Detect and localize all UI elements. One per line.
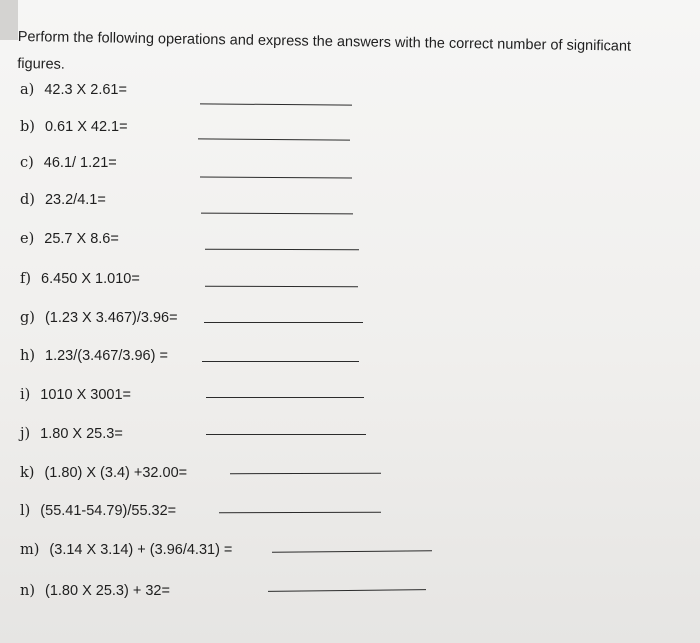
problem-expression: 1.23/(3.467/3.96) = [45, 348, 168, 364]
problem-letter: n) [20, 583, 35, 599]
problem-letter: i) [20, 387, 31, 403]
answer-blank-j[interactable] [206, 434, 366, 435]
problem-expression: 25.7 X 8.6= [44, 231, 119, 247]
answer-blank-g[interactable] [204, 322, 363, 323]
problem-j [20, 423, 123, 445]
problem-n [20, 580, 170, 602]
problem-letter: j) [20, 426, 31, 442]
problem-letter: d) [20, 192, 35, 208]
answer-blank-b[interactable] [198, 138, 350, 140]
problem-expression: 46.1/ 1.21= [43, 155, 117, 171]
problem-f [20, 268, 140, 290]
instructions-line-2: figures. [17, 55, 66, 73]
problem-letter: f) [20, 271, 32, 287]
answer-blank-h[interactable] [202, 361, 359, 362]
problem-a [20, 79, 127, 101]
problem-letter: m) [20, 542, 40, 558]
answer-blank-m[interactable] [272, 550, 432, 552]
problem-d [20, 189, 106, 211]
problem-expression: 0.61 X 42.1= [44, 119, 128, 135]
answer-blank-k[interactable] [230, 473, 381, 475]
instructions-line-1: Perform the following operations and express the answers with the correct number of significant [17, 28, 632, 55]
problem-l [20, 500, 176, 522]
problem-expression: 1010 X 3001= [40, 387, 132, 403]
problem-letter: e) [20, 231, 35, 247]
problem-b [20, 116, 128, 138]
problem-expression: (55.41-54.79)/55.32= [40, 503, 177, 519]
problem-expression: (1.80) X (3.4) +32.00= [44, 465, 188, 481]
problem-g [20, 307, 178, 329]
problem-m [20, 539, 232, 561]
problem-letter: b) [20, 119, 35, 135]
problem-letter: c) [20, 155, 34, 171]
page-edge-shadow [0, 0, 18, 40]
answer-blank-a[interactable] [200, 103, 352, 105]
problem-e [20, 228, 119, 250]
problem-expression: (3.14 X 3.14) + (3.96/4.31) = [49, 542, 233, 558]
problem-expression: 23.2/4.1= [44, 192, 106, 208]
problem-letter: l) [20, 503, 31, 519]
problem-letter: g) [20, 310, 35, 326]
answer-blank-f[interactable] [205, 286, 358, 288]
problem-expression: 42.3 X 2.61= [44, 82, 127, 98]
problem-letter: a) [20, 82, 35, 98]
problem-expression: (1.80 X 25.3) + 32= [45, 583, 170, 599]
problem-h [20, 345, 168, 367]
problem-expression: 1.80 X 25.3= [40, 426, 123, 442]
answer-blank-e[interactable] [205, 249, 359, 251]
answer-blank-c[interactable] [200, 176, 352, 178]
answer-blank-l[interactable] [219, 512, 381, 514]
problem-k [20, 462, 187, 484]
problem-expression: 6.450 X 1.010= [41, 271, 140, 287]
problem-letter: k) [20, 465, 35, 481]
problem-letter: h) [20, 348, 35, 364]
problem-expression: (1.23 X 3.467)/3.96= [44, 310, 178, 326]
problem-i [20, 384, 131, 406]
problem-c [20, 152, 117, 174]
answer-blank-n[interactable] [268, 589, 426, 592]
answer-blank-i[interactable] [206, 397, 364, 398]
answer-blank-d[interactable] [201, 213, 353, 215]
